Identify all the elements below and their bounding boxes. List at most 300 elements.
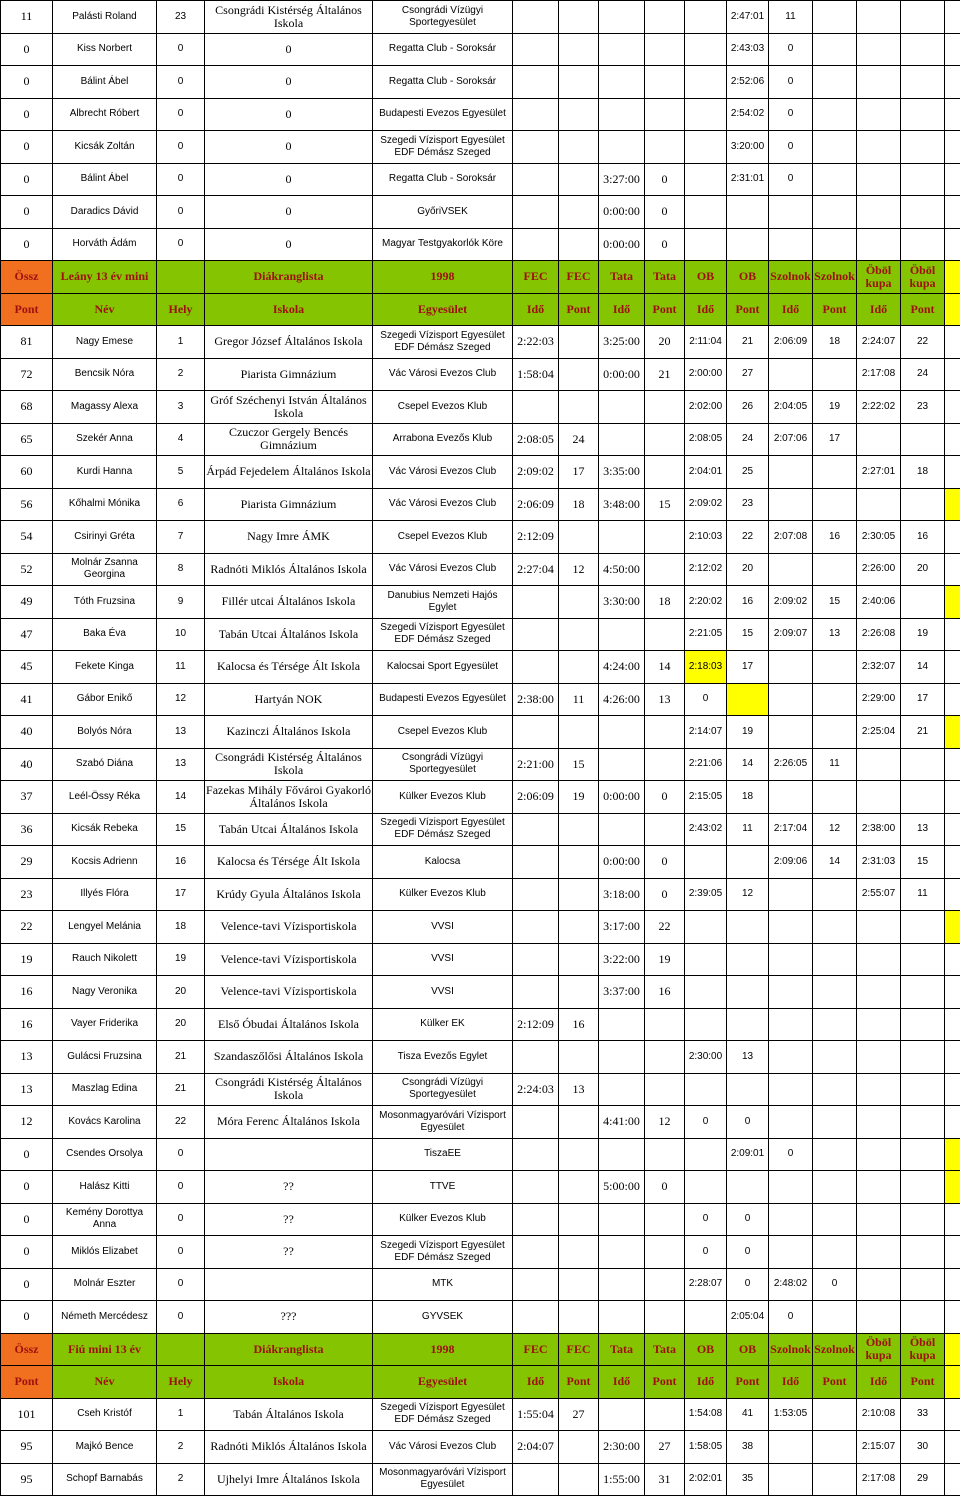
cell-name: Kicsák Zoltán [53,131,157,164]
cell-fec-time: 2:24:03 [513,1073,559,1106]
cell-fec-points [559,521,599,554]
cell-points: 11 [1,1,53,34]
cell-ob-time: 2:18:03 [685,651,727,684]
cell-fec-points [559,651,599,684]
cell-ob-points: 22 [727,521,769,554]
cell-ob-points: 25 [727,456,769,489]
header-cell-ob-points: OB [727,1333,769,1366]
cell-obol-points [901,911,945,944]
cell-fec-time: 1:58:04 [513,358,559,391]
table-row [1,1203,960,1236]
cell-extra [945,1106,960,1139]
cell-club: Csongrádi Vízügyi Sportegyesület [373,748,513,781]
cell-obol-time: 2:40:06 [857,586,901,619]
cell-place: 0 [157,1203,205,1236]
header-cell-tata-points: Tata [645,1333,685,1366]
cell-obol-time: 2:55:07 [857,878,901,911]
cell-club: Vác Városi Evezos Club [373,358,513,391]
table-row [1,488,960,521]
cell-tata-time: 0:00:00 [599,846,645,879]
cell-obol-points [901,33,945,66]
cell-ob-points: 0 [727,1203,769,1236]
cell-szolnok-points [813,358,857,391]
cell-club: Külker Evezos Klub [373,1203,513,1236]
cell-school: Piarista Gimnázium [205,358,373,391]
cell-fec-points [559,391,599,424]
cell-club: Csepel Evezos Klub [373,716,513,749]
cell-place: 0 [157,1171,205,1204]
header-cell-ob-points: Pont [727,1366,769,1399]
cell-place: 17 [157,878,205,911]
cell-tata-time [599,1236,645,1269]
cell-ob-points: 2:05:04 [727,1301,769,1334]
table-row [1,163,960,196]
cell-szolnok-time: 2:48:02 [769,1268,813,1301]
cell-extra [945,228,960,261]
cell-place: 3 [157,391,205,424]
header-cell-place: Hely [157,1366,205,1399]
header-cell-fec-time: Idő [513,1366,559,1399]
cell-tata-points [645,66,685,99]
cell-name: Szabó Diána [53,748,157,781]
cell-name: Magassy Alexa [53,391,157,424]
cell-points: 16 [1,976,53,1009]
cell-points: 54 [1,521,53,554]
header-cell-club: 1998 [373,261,513,294]
cell-obol-points [901,1106,945,1139]
cell-tata-time [599,1138,645,1171]
cell-fec-time [513,651,559,684]
cell-school: Fillér utcai Általános Iskola [205,586,373,619]
cell-extra [945,1268,960,1301]
cell-szolnok-points [813,1203,857,1236]
cell-obol-points [901,66,945,99]
cell-tata-points: 21 [645,358,685,391]
cell-name: Cseh Kristóf [53,1398,157,1431]
cell-extra [945,976,960,1009]
cell-tata-time: 0:00:00 [599,358,645,391]
header-cell-place: Hely [157,293,205,326]
cell-obol-time [857,196,901,229]
cell-extra [945,391,960,424]
cell-ob-points: 20 [727,553,769,586]
header-cell-tata-points: Pont [645,1366,685,1399]
cell-szolnok-points [813,553,857,586]
cell-place: 0 [157,33,205,66]
cell-fec-points: 15 [559,748,599,781]
cell-extra [945,1138,960,1171]
cell-szolnok-time: 0 [769,33,813,66]
cell-extra [945,66,960,99]
cell-tata-points [645,33,685,66]
cell-fec-time [513,1301,559,1334]
cell-extra [945,1431,960,1464]
cell-szolnok-points [813,1008,857,1041]
cell-fec-time [513,1236,559,1269]
cell-tata-points: 0 [645,163,685,196]
cell-tata-time [599,1268,645,1301]
cell-school: Kalocsa és Térsége Ált Iskola [205,651,373,684]
cell-obol-time [857,131,901,164]
cell-points: 0 [1,131,53,164]
cell-points: 0 [1,1171,53,1204]
cell-tata-points [645,1073,685,1106]
cell-tata-points: 20 [645,326,685,359]
cell-tata-time [599,391,645,424]
cell-ob-time: 0 [685,1236,727,1269]
cell-fec-time [513,196,559,229]
header-cell-tata-points: Tata [645,261,685,294]
cell-ob-time [685,911,727,944]
cell-tata-time: 0:00:00 [599,228,645,261]
cell-name: Baka Éva [53,618,157,651]
cell-ob-points: 12 [727,878,769,911]
cell-tata-points: 0 [645,878,685,911]
cell-school: 0 [205,228,373,261]
cell-obol-points [901,943,945,976]
cell-tata-time: 4:50:00 [599,553,645,586]
cell-name: Gulácsi Fruzsina [53,1041,157,1074]
cell-tata-time: 0:00:00 [599,196,645,229]
cell-extra [945,1236,960,1269]
cell-name: Bencsik Nóra [53,358,157,391]
cell-szolnok-points [813,131,857,164]
cell-club: Regatta Club - Soroksár [373,163,513,196]
cell-obol-points [901,228,945,261]
cell-place: 0 [157,98,205,131]
cell-name: Kemény Dorottya Anna [53,1203,157,1236]
cell-school [205,1268,373,1301]
cell-fec-time [513,98,559,131]
cell-name: Kiss Norbert [53,33,157,66]
cell-ob-time [685,1138,727,1171]
cell-place: 18 [157,911,205,944]
cell-fec-time: 1:55:04 [513,1398,559,1431]
header-cell-fec-points: FEC [559,1333,599,1366]
cell-name: Miklós Elizabet [53,1236,157,1269]
header-cell-extra [945,1333,960,1366]
header-cell-points: Pont [1,293,53,326]
header-cell-obol-time: Öböl kupa [857,261,901,294]
cell-szolnok-time: 2:07:06 [769,423,813,456]
cell-obol-points [901,1268,945,1301]
cell-fec-points [559,131,599,164]
cell-tata-time [599,1398,645,1431]
cell-obol-time: 2:17:08 [857,358,901,391]
cell-fec-time [513,943,559,976]
header-cell-tata-points: Pont [645,293,685,326]
table-row [1,976,960,1009]
header-cell-ob-time: Idő [685,1366,727,1399]
cell-extra [945,846,960,879]
cell-obol-points: 24 [901,358,945,391]
header-cell-ob-time: OB [685,1333,727,1366]
cell-tata-time [599,1,645,34]
header-cell-obol-points: Pont [901,293,945,326]
header-cell-points: Össz [1,261,53,294]
cell-szolnok-points [813,878,857,911]
cell-tata-points [645,618,685,651]
cell-fec-time: 2:38:00 [513,683,559,716]
cell-ob-points: 0 [727,1106,769,1139]
cell-points: 49 [1,586,53,619]
cell-club: Arrabona Evezős Klub [373,423,513,456]
cell-tata-time: 3:22:00 [599,943,645,976]
cell-ob-points: 14 [727,748,769,781]
cell-obol-time: 2:22:02 [857,391,901,424]
cell-obol-points [901,98,945,131]
cell-szolnok-time [769,1041,813,1074]
cell-ob-points: 23 [727,488,769,521]
table-row [1,66,960,99]
cell-extra [945,813,960,846]
cell-points: 0 [1,33,53,66]
cell-fec-points [559,1171,599,1204]
cell-points: 0 [1,1301,53,1334]
cell-fec-points [559,976,599,1009]
cell-szolnok-points [813,911,857,944]
cell-extra [945,716,960,749]
cell-club: Külker Evezos Klub [373,781,513,814]
cell-school: Szandaszőlősi Általános Iskola [205,1041,373,1074]
cell-szolnok-points: 17 [813,423,857,456]
cell-school: Tabán Utcai Általános Iskola [205,618,373,651]
header-cell-szolnok-time: Idő [769,293,813,326]
cell-ob-time: 2:28:07 [685,1268,727,1301]
cell-szolnok-time [769,456,813,489]
cell-tata-time [599,1008,645,1041]
cell-school: Velence-tavi Vízisportiskola [205,976,373,1009]
cell-points: 52 [1,553,53,586]
cell-obol-time [857,781,901,814]
cell-fec-time [513,1106,559,1139]
cell-fec-time [513,1138,559,1171]
table-row [1,683,960,716]
cell-ob-time [685,846,727,879]
header-cell-points: Pont [1,1366,53,1399]
cell-club: Regatta Club - Soroksár [373,33,513,66]
cell-ob-time [685,1301,727,1334]
cell-ob-time: 0 [685,1203,727,1236]
cell-points: 101 [1,1398,53,1431]
cell-ob-points: 0 [727,1268,769,1301]
cell-ob-time: 2:21:05 [685,618,727,651]
cell-obol-time [857,98,901,131]
cell-tata-time: 1:55:00 [599,1463,645,1496]
cell-name: Horváth Ádám [53,228,157,261]
cell-points: 16 [1,1008,53,1041]
cell-tata-points [645,521,685,554]
cell-club: Tisza Evezős Egylet [373,1041,513,1074]
table-row [1,1073,960,1106]
cell-name: Nagy Veronika [53,976,157,1009]
cell-place: 19 [157,943,205,976]
cell-place: 0 [157,1138,205,1171]
table-row [1,1301,960,1334]
cell-fec-points: 17 [559,456,599,489]
cell-ob-points: 2:31:01 [727,163,769,196]
header-cell-place [157,1333,205,1366]
cell-obol-time: 2:27:01 [857,456,901,489]
cell-fec-time [513,66,559,99]
cell-szolnok-points: 13 [813,618,857,651]
cell-fec-points [559,586,599,619]
cell-tata-points [645,748,685,781]
cell-place: 20 [157,1008,205,1041]
cell-ob-time: 2:14:07 [685,716,727,749]
cell-club: Szegedi Vízisport Egyesület EDF Démász Szeged [373,1236,513,1269]
cell-extra [945,878,960,911]
table-row [1,423,960,456]
cell-szolnok-points [813,1301,857,1334]
table-row [1,456,960,489]
cell-place: 0 [157,1268,205,1301]
cell-szolnok-points [813,976,857,1009]
cell-ob-points [727,228,769,261]
table-row [1,98,960,131]
cell-szolnok-time: 1:53:05 [769,1398,813,1431]
cell-tata-points: 0 [645,1171,685,1204]
cell-tata-time [599,618,645,651]
cell-fec-points [559,1301,599,1334]
cell-extra [945,586,960,619]
cell-school: Velence-tavi Vízisportiskola [205,911,373,944]
cell-szolnok-time [769,1008,813,1041]
cell-club: VVSI [373,911,513,944]
cell-school: ?? [205,1203,373,1236]
cell-place: 8 [157,553,205,586]
header-cell-fec-points: Pont [559,293,599,326]
cell-ob-points: 35 [727,1463,769,1496]
header-cell-ob-points: Pont [727,293,769,326]
cell-place: 0 [157,1236,205,1269]
cell-name: Palásti Roland [53,1,157,34]
cell-fec-points [559,878,599,911]
cell-szolnok-points: 16 [813,521,857,554]
cell-school: Velence-tavi Vízisportiskola [205,943,373,976]
cell-fec-time: 2:12:09 [513,1008,559,1041]
cell-name: Lengyel Melánia [53,911,157,944]
cell-ob-points: 41 [727,1398,769,1431]
cell-school [205,1138,373,1171]
cell-szolnok-time [769,781,813,814]
cell-obol-points: 11 [901,878,945,911]
header-cell-name: Név [53,1366,157,1399]
cell-extra [945,1008,960,1041]
cell-school: Kalocsa és Térsége Ált Iskola [205,846,373,879]
cell-club: Szegedi Vízisport Egyesület EDF Démász Szeged [373,1398,513,1431]
cell-extra [945,423,960,456]
cell-fec-points [559,1268,599,1301]
cell-szolnok-points [813,98,857,131]
cell-tata-time [599,66,645,99]
cell-name: Rauch Nikolett [53,943,157,976]
cell-ob-points [727,911,769,944]
table-row [1,196,960,229]
cell-school: Gregor József Általános Iskola [205,326,373,359]
cell-ob-points [727,1008,769,1041]
cell-extra [945,521,960,554]
cell-obol-time: 2:26:00 [857,553,901,586]
cell-obol-time [857,1073,901,1106]
cell-szolnok-points [813,1236,857,1269]
cell-szolnok-time: 0 [769,163,813,196]
cell-ob-time: 2:43:02 [685,813,727,846]
cell-szolnok-points [813,488,857,521]
cell-ob-points: 16 [727,586,769,619]
cell-fec-time [513,1,559,34]
cell-szolnok-time: 2:09:07 [769,618,813,651]
cell-tata-time: 4:41:00 [599,1106,645,1139]
cell-obol-time: 2:10:08 [857,1398,901,1431]
cell-fec-points [559,33,599,66]
cell-fec-time [513,1041,559,1074]
table-row [1,1008,960,1041]
results-table-body [1,1,960,1496]
header-cell-fec-time: FEC [513,261,559,294]
cell-points: 0 [1,196,53,229]
table-row [1,781,960,814]
header-cell-club: Egyesület [373,293,513,326]
header-cell-szolnok-time: Idő [769,1366,813,1399]
cell-ob-time: 2:39:05 [685,878,727,911]
cell-fec-points: 13 [559,1073,599,1106]
cell-szolnok-points [813,66,857,99]
cell-club: Csepel Evezos Klub [373,391,513,424]
cell-points: 56 [1,488,53,521]
table-row [1,716,960,749]
cell-obol-points: 15 [901,846,945,879]
cell-school: Csongrádi Kistérség Általános Iskola [205,1,373,34]
cell-fec-time: 2:12:09 [513,521,559,554]
cell-place: 0 [157,131,205,164]
cell-tata-time: 2:30:00 [599,1431,645,1464]
cell-name: Bálint Ábel [53,66,157,99]
table-row [1,618,960,651]
cell-ob-points [727,1171,769,1204]
cell-club: Szegedi Vízisport Egyesület EDF Démász Szeged [373,326,513,359]
cell-szolnok-points: 18 [813,326,857,359]
cell-tata-points [645,1203,685,1236]
cell-szolnok-points [813,1073,857,1106]
cell-name: Albrecht Róbert [53,98,157,131]
cell-ob-points: 27 [727,358,769,391]
cell-school: Nagy Imre ÁMK [205,521,373,554]
table-row [1,1,960,34]
cell-points: 19 [1,943,53,976]
cell-fec-time: 2:08:05 [513,423,559,456]
header-cell-fec-points: Pont [559,1366,599,1399]
cell-school: Radnóti Miklós Általános Iskola [205,1431,373,1464]
cell-extra [945,196,960,229]
cell-fec-time [513,586,559,619]
cell-extra [945,553,960,586]
cell-fec-time [513,618,559,651]
cell-fec-time [513,813,559,846]
cell-ob-points: 2:43:03 [727,33,769,66]
cell-name: Tóth Fruzsina [53,586,157,619]
cell-name: Halász Kitti [53,1171,157,1204]
cell-obol-points [901,781,945,814]
cell-tata-points [645,1,685,34]
header-cell-obol-points: Öböl kupa [901,1333,945,1366]
cell-name: Németh Mercédesz [53,1301,157,1334]
cell-tata-time [599,1041,645,1074]
header-cell-obol-points: Pont [901,1366,945,1399]
cell-name: Csendes Orsolya [53,1138,157,1171]
cell-club: Budapesti Evezos Egyesület [373,98,513,131]
cell-szolnok-time [769,228,813,261]
